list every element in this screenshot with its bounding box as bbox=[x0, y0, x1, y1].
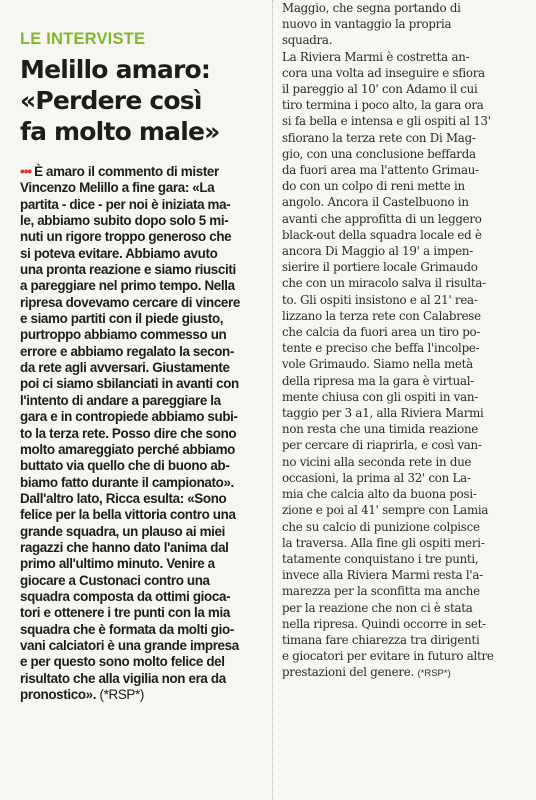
interview-signature: (*RSP*) bbox=[99, 687, 144, 702]
bullet-dots-icon: ••• bbox=[20, 164, 32, 179]
article-column bbox=[282, 0, 528, 683]
article-paragraph-2-text: La Riviera Marmi è costretta an- cora una volta ad inseguire e sfiora il pareggio al 10' con Adamo il cui tiro termina i poco alto, la gara ora si fa bella e intensa e gli ospiti al 13' sfiorano la terza rete con Di Mag- gio, con una conclusione beffarda da fuori area ma l'attento Grimau- do con un colpo di reni mette in angolo. Ancora il Castelbuono in avanti che approfitta di un leggero black-out della squadra locale ed è ancora Di Maggio al 19' a impen- sierire il portiere locale Grimaudo che con un miracolo salva il risulta- to. Gli ospiti insistono e al 21' rea- lizzano la terza rete con Calabrese che calcia da fuori area un tiro po- tente e preciso che beffa l'incolpe- vole Grimaudo. Siamo nella metà della ripresa ma la gara è virtual- mente chiusa con gli ospiti in van- taggio per 3 a1, alla Riviera Marmi non resta che una timida reazione per cercare di riaprirla, e così van- no vicini alla seconda rete in due occasioni, la prima al 32' con La- mia che calcia alto da buona posi- zione e poi al 41' sempre con Lamia che su calcio di punizione colpisce la traversa. Alla fine gli ospiti meri- tatamente conquistano i tre punti, invece alla Riviera Marmi resta l'a- marezza per la sconfitta ma anche per la reazione che non ci è stata nella ripresa. Quindi occorre in set- timana fare chiarezza tra dirigenti e giocatori per evitare in futuro altre prestazioni del genere. bbox=[282, 49, 494, 680]
article-paragraph-2 bbox=[282, 49, 528, 683]
article-signature: (*RSP*) bbox=[417, 668, 451, 680]
headline: Melillo amaro: «Perdere così fa molto male» bbox=[20, 55, 220, 146]
article-paragraph-1: Maggio, che segna portando di nuovo in vantaggio la propria squadra. bbox=[282, 1, 461, 48]
section-kicker: LE INTERVISTE bbox=[20, 30, 146, 48]
interview-paragraph: È amaro il commento di mister Vincenzo Melillo a fine gara: «La partita - dice - per noi è iniziata ma- le, abbiamo subito dopo solo 5 mi- nuti un rigore troppo generoso che si poteva evitare. Abbiamo avuto una pronta reazione e siamo riusciti a pareggiare nel primo tempo. Nella ripresa dovevamo cercare di vincere e siamo partiti con il piede giusto, purtroppo abbiamo commesso un errore e abbiamo regalato la secon- da rete agli avversari. Giustamente poi ci siamo sbilanciati in avanti con l'intento di andare a pareggiare la gara e in contropiede abbiamo subi- to la terza rete. Posso dire che sono molto amareggiato perché abbiamo buttato via quello che di buono ab- biamo fatto durante il campionato». Dall'altro lato, Ricca esulta: «Sono felice per la bella vittoria contro una grande squadra, un plauso ai miei ragazzi che hanno dato l'anima dal primo all'ultimo minuto. Venire a giocare a Custonaci contro una squadra composta da ottimi gioca- tori e ottenere i tre punti con la mia squadra che è formata da molti gio- vani calciatori è una grande impresa e per questo sono molto felice del risultato che alla vigilia non era da pronostico». bbox=[20, 164, 240, 702]
interview-body bbox=[20, 164, 266, 703]
interview-text bbox=[20, 164, 266, 703]
column-divider bbox=[272, 0, 273, 800]
interview-column bbox=[20, 30, 266, 703]
